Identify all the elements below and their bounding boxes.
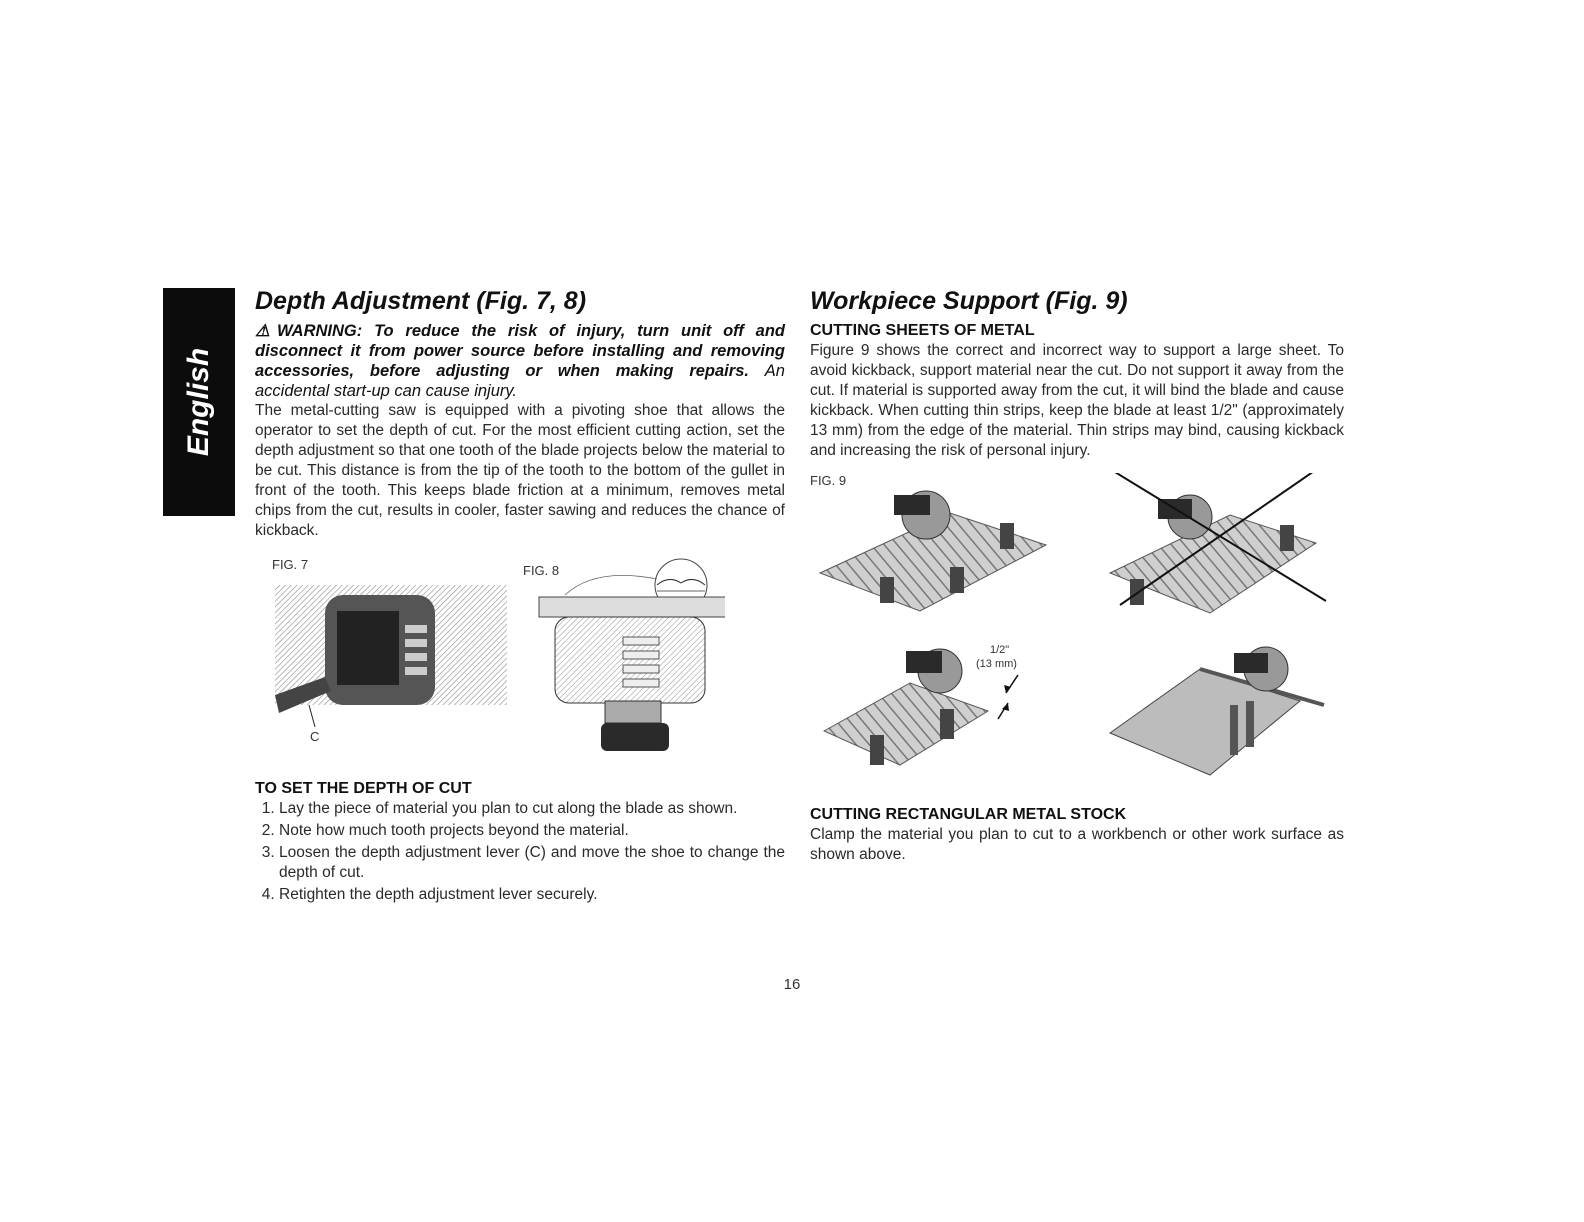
list-item: 4. Retighten the depth adjustment lever securely. (279, 885, 785, 905)
depth-body-text: The metal-cutting saw is equipped with a pivoting shoe that allows the operator to set the depth of cut. For the most efficient cutting action, set the depth adjustment so that one tooth of the blade projects below the material to be cut. This distance is from the tip of the tooth to the bottom of the gullet in front of the tooth. This keeps blade friction at a minimum, removes metal chips from the cut, results in cooler, faster sawing and reduces the chance of kickback. (255, 402, 785, 539)
depth-adjustment-section (255, 286, 785, 907)
warning-paragraph (255, 321, 785, 401)
list-item: 2. Note how much tooth projects beyond the material. (279, 821, 785, 841)
fig9-label: FIG. 9 (810, 473, 847, 488)
workpiece-support-section (810, 286, 1344, 865)
cutting-sheets-body: Figure 9 shows the correct and incorrect way to support a large sheet. To avoid kickback, support material near the cut. Do not support it away from the cut. If material is supported away from the cut, it will bind the blade and cause kickback. When cutting thin strips, keep the blade at least 1/2" (approximately 13 mm) from the edge of the material. Thin strips may bind, causing kickback and increasing the risk of personal injury. (810, 342, 1344, 459)
list-item: 1. Lay the piece of material you plan to cut along the blade as shown. (279, 799, 785, 819)
fig7-label: FIG. 7 (272, 557, 309, 572)
cutting-rect-body: Clamp the material you plan to cut to a workbench or other work surface as shown above. (810, 826, 1344, 863)
language-tab-label: English (182, 347, 215, 457)
cutting-sheets-heading: CUTTING SHEETS OF METAL (810, 322, 1035, 339)
fig9-area (810, 473, 1344, 795)
fig7-fig8-area (255, 557, 785, 771)
warning-tail: An accidental start-up can cause injury. (255, 362, 785, 400)
cutting-rect-heading: CUTTING RECTANGULAR METAL STOCK (810, 806, 1127, 823)
fig7-callout-c: C (310, 729, 320, 744)
list-item: 3. Loosen the depth adjustment lever (C) and move the shoe to change the depth of cut. (279, 843, 785, 883)
set-depth-heading: TO SET THE DEPTH OF CUT (255, 780, 472, 797)
page-number: 16 (783, 976, 801, 993)
workpiece-support-title: Workpiece Support (Fig. 9) (810, 287, 1128, 315)
fig8-label: FIG. 8 (523, 563, 560, 578)
fig8-illustration (525, 557, 725, 757)
depth-adjustment-title: Depth Adjustment (Fig. 7, 8) (255, 287, 587, 315)
language-tab (163, 288, 235, 516)
fig9-dim-label-mm: (13 mm) (976, 658, 1017, 670)
fig7-illustration (265, 577, 515, 749)
fig9-dim-label-inch: 1/2" (990, 644, 1010, 656)
depth-steps-list (255, 799, 785, 905)
warning-text: ⚠WARNING: To reduce the risk of injury, turn unit off and disconnect it from power source before installing and removing accessories, before adjusting or when making repairs. (255, 322, 785, 380)
fig9-illustration (810, 473, 1344, 795)
